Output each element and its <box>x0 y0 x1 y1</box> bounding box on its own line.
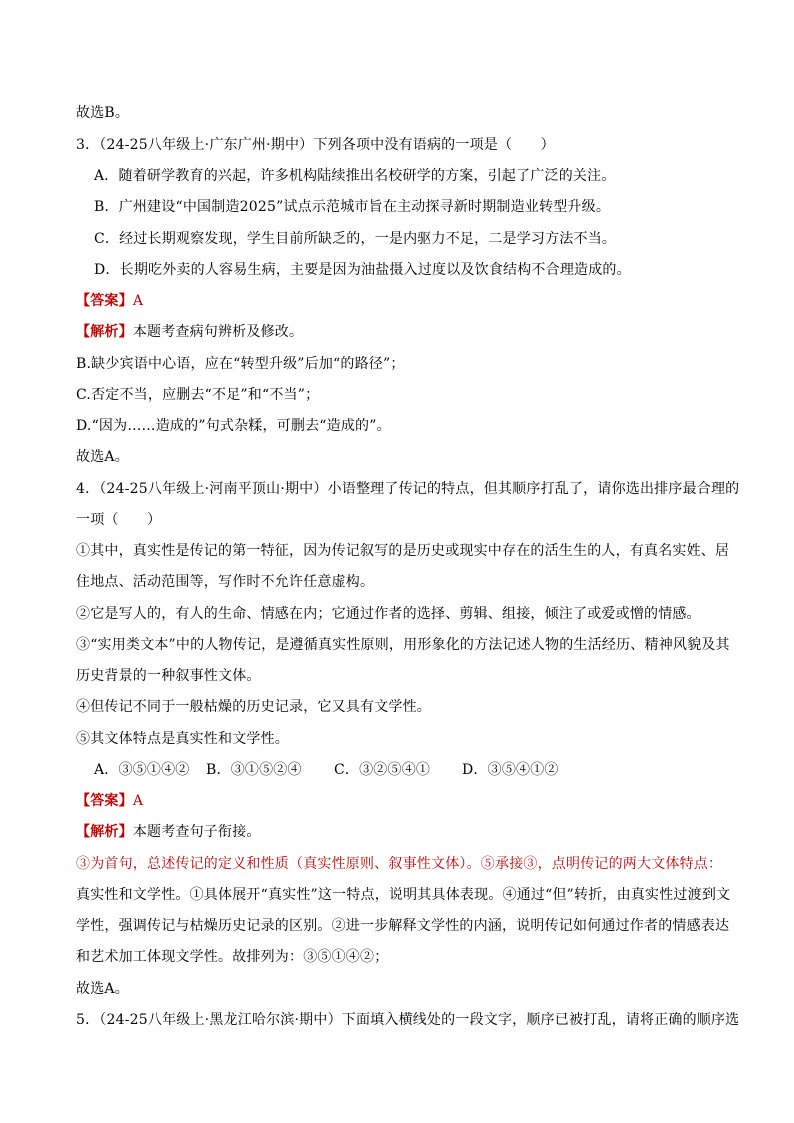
selection-3: 故选A。 <box>76 449 129 465</box>
explanation-4-line4: 和艺术加工体现文学性。故排列为：③⑤①④②； <box>76 949 389 965</box>
sentence-2: ②它是写人的，有人的生命、情感在内；它通过作者的选择、剪辑、组接，倾注了或爱或憎的情感。 <box>76 606 701 622</box>
sentence-4: ④但传记不同于一般枯燥的历史记录，它又具有文学性。 <box>76 699 431 715</box>
explanation-4-line2: 真实性和文学性。①具体展开“真实性”这一特点，说明其具体表现。④通过“但”转折，由真实性过渡到文 <box>76 887 731 903</box>
answer-value: A <box>132 793 144 809</box>
selection-4: 故选A。 <box>76 981 129 997</box>
explanation-3 <box>76 322 303 342</box>
sentence-3-line1: ③“实用类文本”中的人物传记，是遵循真实性原则，用形象化的方法记述人物的生活经历、精神风貌及其 <box>76 637 730 653</box>
explanation-text: 本题考查句子衔接。 <box>132 824 261 840</box>
option-3d: D．长期吃外卖的人容易生病，主要是因为油盐摄入过度以及饮食结构不合理造成的。 <box>94 262 631 278</box>
option-4d: D．③⑤④①② <box>462 762 559 778</box>
option-4b: B．③①⑤②④ <box>206 762 302 778</box>
question-4-line2: 一项（ ） <box>76 512 162 528</box>
sentence-1-line2: 住地点、活动范围等，写作时不允许任意虚构。 <box>76 574 375 590</box>
option-3b: B．广州建设“中国制造2025”试点示范城市旨在主动探寻新时期制造业转型升级。 <box>94 199 611 215</box>
option-3a: A．随着研学教育的兴起，许多机构陆续推出名校研学的方案，引起了广泛的关注。 <box>94 168 616 184</box>
question-4-line1: 4．（24-25八年级上·河南平顶山·期中）小语整理了传记的特点，但其顺序打乱了，请你选出排序最合理的 <box>76 481 740 497</box>
explanation-4-line3: 学性，强调传记与枯燥历史记录的区别。②进一步解释文学性的内涵，说明传记如何通过作者的情感表达 <box>76 918 730 934</box>
question-3: 3．（24-25八年级上·广东广州·期中）下列各项中没有语病的一项是（ ） <box>76 137 555 153</box>
option-4a: A．③⑤①④② <box>94 762 190 778</box>
explanation-3c: C.否定不当，应删去“不足”和“不当”； <box>76 387 320 403</box>
explanation-4 <box>76 822 261 842</box>
answer-4 <box>76 791 143 811</box>
explanation-3d: D.“因为……造成的”句式杂糅，可删去“造成的”。 <box>76 418 391 434</box>
explanation-3b: B.缺少宾语中心语，应在“转型升级”后加“的路径”； <box>76 356 405 372</box>
explanation-4-line1: ③为首句，总述传记的定义和性质（真实性原则、叙事性文体）。⑤承接③，点明传记的两大文体特点： <box>76 856 723 872</box>
answer-3 <box>76 291 143 311</box>
sentence-1-line1: ①其中，真实性是传记的第一特征，因为传记叙写的是历史或现实中存在的活生生的人，有真名实姓、居 <box>76 543 730 559</box>
answer-value: A <box>132 293 144 309</box>
explanation-text: 本题考查病句辨析及修改。 <box>132 324 304 340</box>
explanation-tag: 【解析】 <box>76 324 133 340</box>
answer-tag: 【答案】 <box>76 293 133 309</box>
sentence-3-line2: 历史背景的一种叙事性文体。 <box>76 668 261 684</box>
question-5: 5．（24-25八年级上·黑龙江哈尔滨·期中）下面填入横线处的一段文字，顺序已被打乱，请将正确的顺序选 <box>76 1012 740 1028</box>
explanation-tag: 【解析】 <box>76 824 133 840</box>
text-line: 故选B。 <box>76 105 130 121</box>
option-3c: C．经过长期观察发现，学生目前所缺乏的，一是内驱力不足，二是学习方法不当。 <box>94 231 617 247</box>
sentence-5: ⑤其文体特点是真实性和文学性。 <box>76 731 289 747</box>
option-4c: C．③②⑤④① <box>334 762 431 778</box>
answer-tag: 【答案】 <box>76 793 133 809</box>
options-4 <box>94 760 559 780</box>
